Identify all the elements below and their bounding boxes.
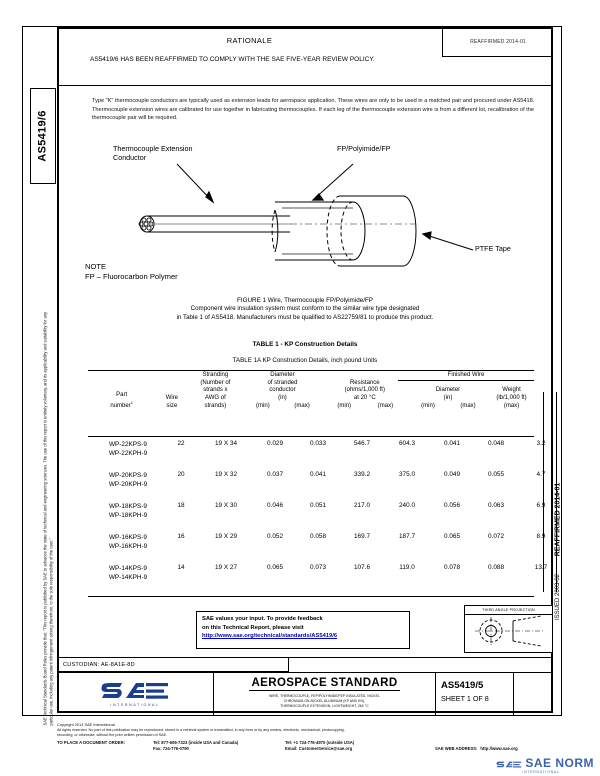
th-diameter-stranded: Diameter of stranded conductor (in) (min) (max) [256,372,310,409]
footer-tel-us: Tel: 877-606-7323 (inside USA and Canada) [153,739,239,745]
cell-wire-size: 20 [177,471,185,478]
footer-copyright: Copyright 2014 SAE International [57,722,115,727]
left-margin-disclaimer-text: SAE Technical Standards Board Rules provide that: "This report is published by SAE to advance the state of technical and engineering sciences. The use of this report is entirely voluntary, and its applicability and suitability for any particular use, including any patent infringement arising therefrom, is the sole responsibility of the user." [42,311,53,726]
table-row [88,471,546,502]
footer-order-label: TO PLACE A DOCUMENT ORDER: [57,739,126,745]
cell-resistance-min: 169.7 [354,533,370,540]
feedback-box [196,611,410,649]
figure-label-conductor: Thermocouple Extension Conductor [113,144,193,162]
table-rule-header [88,436,534,437]
sheet-number: SHEET 1 OF 8 [441,694,489,703]
figure-note-text: FP – Fluorocarbon Polymer [85,271,178,281]
footer-rights-line1: All rights reserved. No part of this publication may be reproduced, stored in a retrieval system or transmitted, in any form or by any means, electronic, mechanical, photocopying, [57,727,345,732]
table-row [88,533,546,564]
third-angle-projection-box [464,605,553,653]
standard-type-label: AEROSPACE STANDARD [251,677,398,689]
sae-logo-subtext: INTERNATIONAL [110,703,160,707]
cell-resistance-min: 339.2 [354,471,370,478]
th-wire-size: Wire size [165,395,179,409]
cell-finished-diameter-min: 0.065 [444,533,460,540]
feedback-line2: on this Technical Report, please visit [202,624,304,631]
cell-weight-max: 3.2 [536,440,546,447]
cell-finished-diameter-max: 0.088 [488,564,504,571]
figure-caption-line2: Component wire insulation system must conform to the similar wire type designated [190,305,420,313]
figure-caption-line1: FIGURE 1 Wire, Thermocouple FP/Polyimide/FP [236,297,373,304]
right-margin-revision-text: REAFFIRMED 2014-01 [554,482,562,557]
cell-diameter-max: 0.033 [310,440,326,447]
figure-note [85,262,178,282]
rationale-divider [57,85,553,86]
watermark-subtext: INTERNATIONAL [522,770,560,774]
figure-label-insulation: FP/Polyimide/FP [337,144,391,153]
cell-resistance-max: 187.7 [399,533,415,540]
cell-diameter-min: 0.046 [267,502,283,509]
title-block [57,672,553,716]
table-row [88,440,546,471]
cell-part-number: WP-18KPS-9 WP-18KPH-9 [108,503,148,520]
cell-wire-size: 14 [177,564,185,571]
sae-norm-watermark [496,756,594,774]
cell-part-number: WP-14KPS-9 WP-14KPH-9 [108,565,148,582]
standard-title-line2: CHROMIUM-ON-NICKEL ALUMINUM (KP AND KN), [283,698,366,703]
cell-wire-size: 16 [177,533,185,540]
cell-finished-diameter-max: 0.063 [488,502,504,509]
cell-wire-size: 18 [177,502,185,509]
th-resistance: Resistance (ohms/1,000 ft) at 20 °C (min) (max) [337,379,394,409]
cell-stranding: 19 X 29 [214,533,238,540]
cell-stranding: 19 X 34 [214,440,238,447]
cell-weight-max: 4.7 [536,471,546,478]
table-row [88,502,546,533]
figure-note-heading: NOTE [85,262,107,271]
cell-resistance-max: 375.0 [399,471,415,478]
table-1a-subtitle: TABLE 1A KP Construction Details, inch pound Units [232,357,378,364]
custodian-line: CUSTODIAN: AE-8A1E-8D [57,657,289,672]
cell-resistance-max: 240.0 [399,502,415,509]
footer-spacer [57,746,153,752]
figure-label-ptfe-tape: PTFE Tape [475,244,511,253]
sae-logo-icon [100,682,170,702]
footer-tel-outside: Tel: +1 724-776-4970 (outside USA) [285,739,355,745]
feedback-line1: SAE values your input. To provide feedback [202,616,323,622]
cell-wire-size: 22 [177,440,185,447]
cell-diameter-min: 0.037 [267,471,283,478]
th-finished-diameter: Diameter (in) (min) (max) [421,387,476,409]
feedback-link[interactable]: http://www.sae.org/technical/standards/AS5419/6 [202,633,338,640]
document-number: AS5419/5 [441,680,484,691]
cell-resistance-max: 604.3 [399,440,415,447]
standard-title-lines [225,694,425,709]
cell-resistance-min: 546.7 [354,440,370,447]
cell-finished-diameter-max: 0.048 [488,440,504,447]
left-margin-disclaimer [24,180,58,726]
standard-title-line3: THERMOCOUPLE EXTENSION, LIGHTWEIGHT, 260 °C [280,703,369,708]
cell-resistance-min: 217.0 [354,502,370,509]
watermark-text: SAE NORM [525,756,594,770]
cell-finished-diameter-max: 0.072 [488,533,504,540]
cell-diameter-max: 0.041 [310,471,326,478]
page-footer [57,722,557,752]
document-number-cell [436,673,514,716]
cell-stranding: 19 X 27 [214,564,238,571]
cell-stranding: 19 X 30 [214,502,238,509]
as-number-tab [30,88,56,184]
title-block-blank-cell [514,673,553,716]
standard-title-line1: WIRE, THERMOCOUPLE, FEP/POLYIMIDE/FEP INSULATED, NICKEL [269,694,380,698]
cell-finished-diameter-max: 0.055 [488,471,504,478]
cell-weight-max: 8.9 [536,533,546,540]
cell-resistance-max: 119.0 [399,564,415,571]
footer-web-url: http://www.sae.org [480,745,518,751]
cell-part-number: WP-22KPS-9 WP-22KPH-9 [108,441,148,458]
sae-logo-cell [57,673,214,716]
cell-finished-diameter-min: 0.049 [444,471,460,478]
cell-weight-max: 13.7 [534,564,548,571]
footer-rights-line2: recording, or otherwise, without the prior written permission of SAE. [57,733,168,738]
cell-finished-diameter-min: 0.041 [444,440,460,447]
cell-part-number: WP-16KPS-9 WP-16KPH-9 [108,534,148,551]
table-rule-top [88,370,534,371]
cell-diameter-min: 0.029 [267,440,283,447]
table-row [88,564,548,595]
third-angle-projection-label: THIRD ANGLE PROJECTION [465,606,552,615]
footer-order-row-2 [57,746,557,752]
footer-fax: Fax: 724-776-0790 [153,745,189,751]
cell-diameter-max: 0.058 [310,533,326,540]
footer-email: Email: CustomerService@sae.org [285,745,353,751]
th-stranding: Stranding (Number of strands x AWG of strands) [200,372,231,409]
cell-weight-max: 6.9 [536,502,546,509]
cell-finished-diameter-min: 0.056 [444,502,460,509]
table-rule-bottom [88,596,534,597]
kp-construction-table-body [88,440,548,595]
cell-finished-diameter-min: 0.078 [444,564,460,571]
watermark-logo-icon [496,758,522,772]
right-margin-issued-text: ISSUED 2003-02 [555,573,561,621]
cell-resistance-min: 107.6 [354,564,370,571]
cell-diameter-min: 0.065 [267,564,283,571]
cell-diameter-max: 0.051 [310,502,326,509]
as-number-tab-label: AS5419/6 [37,110,50,162]
figure-caption [57,296,553,323]
rationale-heading: RATIONALE [226,36,273,45]
th-part-number: Part number$^1$ [110,392,133,409]
cell-stranding: 19 X 32 [214,471,238,478]
third-angle-projection-symbol [465,615,552,648]
cell-diameter-max: 0.073 [310,564,326,571]
cell-diameter-min: 0.052 [267,533,283,540]
standard-title-cell [214,673,436,716]
rationale-body: AS5419/6 HAS BEEN REAFFIRMED TO COMPLY WITH THE SAE FIVE-YEAR REVIEW POLICY. [90,56,375,63]
cell-part-number: WP-20KPS-9 WP-20KPH-9 [108,472,148,489]
th-weight: Weight (lb/1,000 ft) (max) [496,387,527,409]
th-finished-wire-group: Finished Wire [447,372,485,378]
custodian-right-cell [289,657,553,672]
revision-stamp: REAFFIRMED 2014-01 [442,27,553,57]
footer-web-label: SAE WEB ADDRESS: [435,745,478,751]
table-1-title: TABLE 1 - KP Construction Details [252,341,358,348]
figure-caption-line3: in Table 1 of AS5418. Manufacturers must be qualified to AS22759/81 to produce this product. [176,314,434,322]
intro-paragraph: Type "K" thermocouple conductors are typically used as extension leads for aerospace application. These wires are only to be used in a matched pair and procured under AS5418. Thermocouple extension wires are calibrated for use together in fabricating thermocouples. If each leg of the thermocouple extension wire is from a different lot, recalibration of the thermocouple pair will be required. [92,98,535,121]
